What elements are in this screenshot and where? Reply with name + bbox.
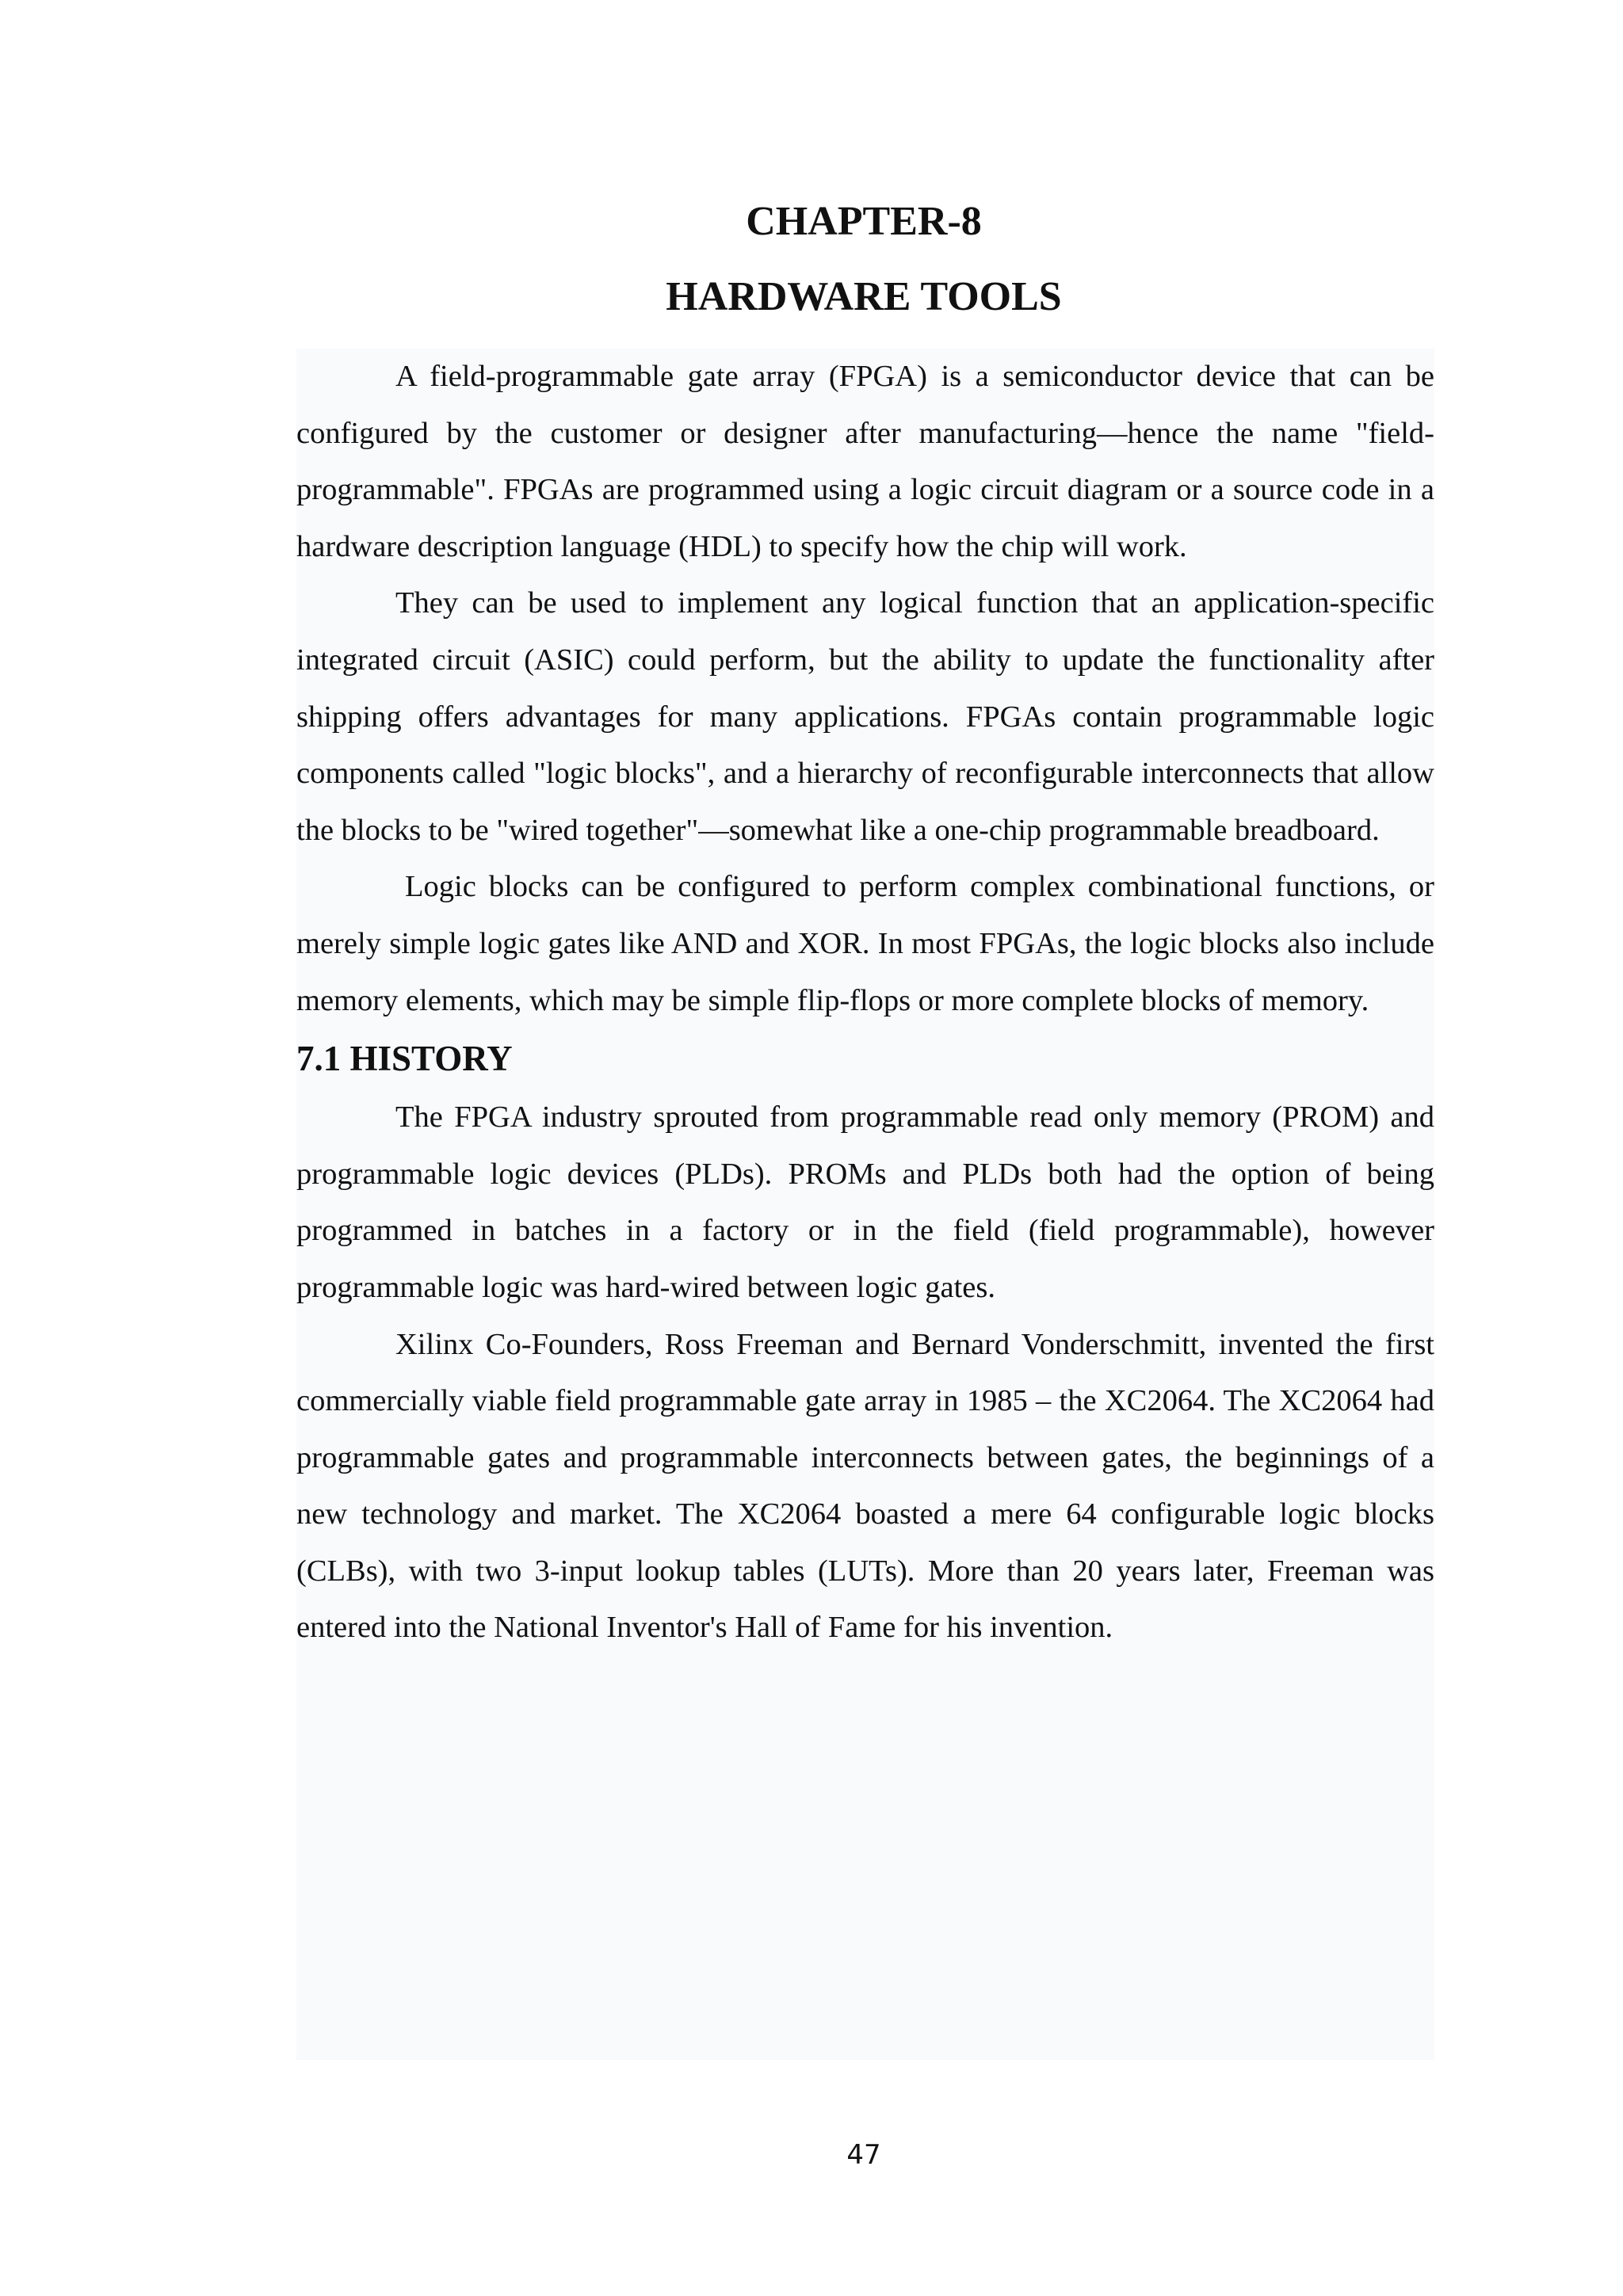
intro-paragraph-1: A field-programmable gate array (FPGA) is a semiconductor device that can be configured by the customer or designer after manufacturing—hence the name "field-programmable". FPGAs are programmed using a logic circuit diagram or a source code in a hardware description language (HDL) to specify how the chip will work. <box>296 360 1434 563</box>
history-paragraph-1: The FPGA industry sprouted from programmable read only memory (PROM) and programmable logic devices (PLDs). PROMs and PLDs both had the option of being programmed in batches in a factory or in the field (field programmable), however programmable logic was hard-wired between logic gates. <box>296 1100 1434 1304</box>
page-number: 47 <box>846 2139 881 2171</box>
section-heading-history: 7.1 HISTORY <box>296 1039 513 1079</box>
chapter-label: CHAPTER-8 <box>746 199 982 244</box>
intro-paragraph-3: Logic blocks can be configured to perform complex combinational functions, or merely simple logic gates like AND and XOR. In most FPGAs, the logic blocks also include memory elements, which may be simple flip-flops or more complete blocks of memory. <box>296 870 1434 1017</box>
intro-paragraph-2: They can be used to implement any logical function that an application-specific integrated circuit (ASIC) could perform, but the ability to update the functionality after shipping offers advantages for many applications. FPGAs contain programmable logic components called "logic blocks", and a hierarchy of reconfigurable interconnects that allow the blocks to be "wired together"—somewhat like a one-chip programmable breadboard. <box>296 586 1434 847</box>
chapter-title: HARDWARE TOOLS <box>666 274 1062 319</box>
history-paragraph-2: Xilinx Co-Founders, Ross Freeman and Bernard Vonderschmitt, invented the first commercially viable field programmable gate array in 1985 – the XC2064. The XC2064 had programmable gates and programmable interconnects between gates, the beginnings of a new technology and market. The XC2064 boasted a mere 64 configurable logic blocks (CLBs), with two 3-input lookup tables (LUTs). More than 20 years later, Freeman was entered into the National Inventor's Hall of Fame for his invention. <box>296 1327 1434 1645</box>
body-text-area <box>296 349 1434 2060</box>
